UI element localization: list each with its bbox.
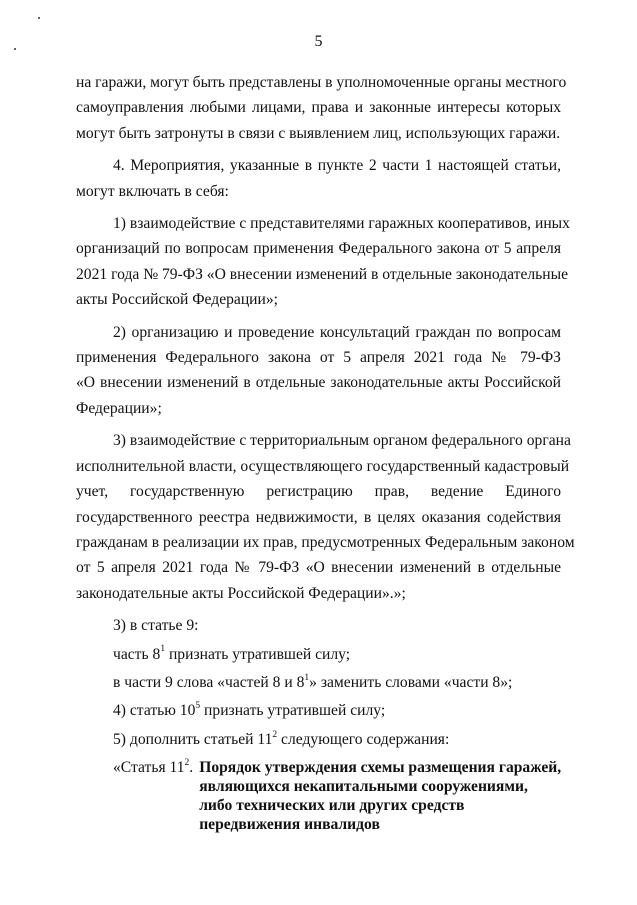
text-line: самоуправления любыми лицами, права и законные интересы которых <box>76 99 561 117</box>
text-run: «Статья 11 <box>113 759 185 777</box>
scan-speck <box>38 17 40 19</box>
article-heading <box>113 758 561 834</box>
text-line: 1) взаимодействие с представителями гаражных кооперативов, иных <box>113 215 570 233</box>
text-line: акты Российской Федерации»; <box>76 291 279 309</box>
text-run: следующего содержания: <box>277 730 450 748</box>
text-line: законодательные акты Российской Федерации».»; <box>76 584 406 602</box>
superscript: 5 <box>195 701 201 712</box>
paragraph-subitem-3 <box>76 428 575 606</box>
text-run: в части 9 слова «частей 8 и 8 <box>113 673 305 691</box>
paragraph-subitem-2 <box>76 320 561 422</box>
text-line: гражданам в реализации их прав, предусмотренных Федеральным законом <box>76 533 575 551</box>
amendment-item-3b <box>113 670 561 695</box>
text-line: учет, государственную регистрацию прав, ведение Единого <box>76 483 561 501</box>
text-line: от 5 апреля 2021 года № 79-ФЗ «О внесении изменений в отдельные <box>76 559 561 577</box>
amendment-item-5 <box>113 727 561 752</box>
text-run: признать утратившей силу; <box>200 702 386 720</box>
text-line: применения Федерального закона от 5 апреля 2021 года № 79-ФЗ <box>76 349 561 367</box>
document-body <box>76 70 575 834</box>
text-line: 2021 года № 79-ФЗ «О внесении изменений в отдельные законодательные <box>76 265 569 283</box>
text-line: 2) организацию и проведение консультаций граждан по вопросам <box>113 323 561 341</box>
text-line: государственного реестра недвижимости, в целях оказания содействия <box>76 508 561 526</box>
title-line: либо технических или других средств <box>199 797 465 815</box>
text-line: могут быть затронуты в связи с выявлением лиц, использующих гаражи. <box>76 124 561 142</box>
text-line: 3) взаимодействие с территориальным органом федерального органа <box>113 432 571 450</box>
text-line: исполнительной власти, осуществляющего государственный кадастровый <box>76 457 570 475</box>
text-line: Федерации»; <box>76 399 162 417</box>
superscript: 2 <box>272 729 278 740</box>
superscript: 1 <box>304 672 310 683</box>
paragraph-continuation <box>76 70 567 146</box>
text-line: 4. Мероприятия, указанные в пункте 2 части 1 настоящей статьи, <box>113 157 561 175</box>
article-label <box>113 758 199 834</box>
text-line: организаций по вопросам применения Федерального закона от 5 апреля <box>76 240 561 258</box>
page-number: 5 <box>314 33 323 50</box>
paragraph-item-4 <box>76 153 561 204</box>
article-title <box>199 758 561 834</box>
amendment-item-3a <box>113 642 561 667</box>
text-run: часть 8 <box>113 645 161 663</box>
text-line: могут включать в себя: <box>76 182 229 200</box>
text-run: . <box>189 759 194 777</box>
superscript: 1 <box>160 644 166 655</box>
amendment-item-3: 3) в статье 9: <box>113 617 199 635</box>
text-run: 4) статью 10 <box>113 702 196 720</box>
title-line: передвижения инвалидов <box>199 816 380 834</box>
text-line: «О внесении изменений в отдельные законодательные акты Российской <box>76 374 561 392</box>
text-run: » заменить словами «части 8»; <box>309 673 513 691</box>
title-line: являющихся некапитальными сооружениями, <box>199 778 528 796</box>
paragraph-subitem-1 <box>76 211 570 313</box>
text-run: признать утратившей силу; <box>165 645 351 663</box>
text-run: 5) дополнить статьей 11 <box>113 730 273 748</box>
text-line: на гаражи, могут быть представлены в уполномоченные органы местного <box>76 74 567 91</box>
amendment-item-4 <box>113 698 561 723</box>
title-line: Порядок утверждения схемы размещения гаражей, <box>199 759 562 777</box>
superscript: 2 <box>184 757 190 768</box>
